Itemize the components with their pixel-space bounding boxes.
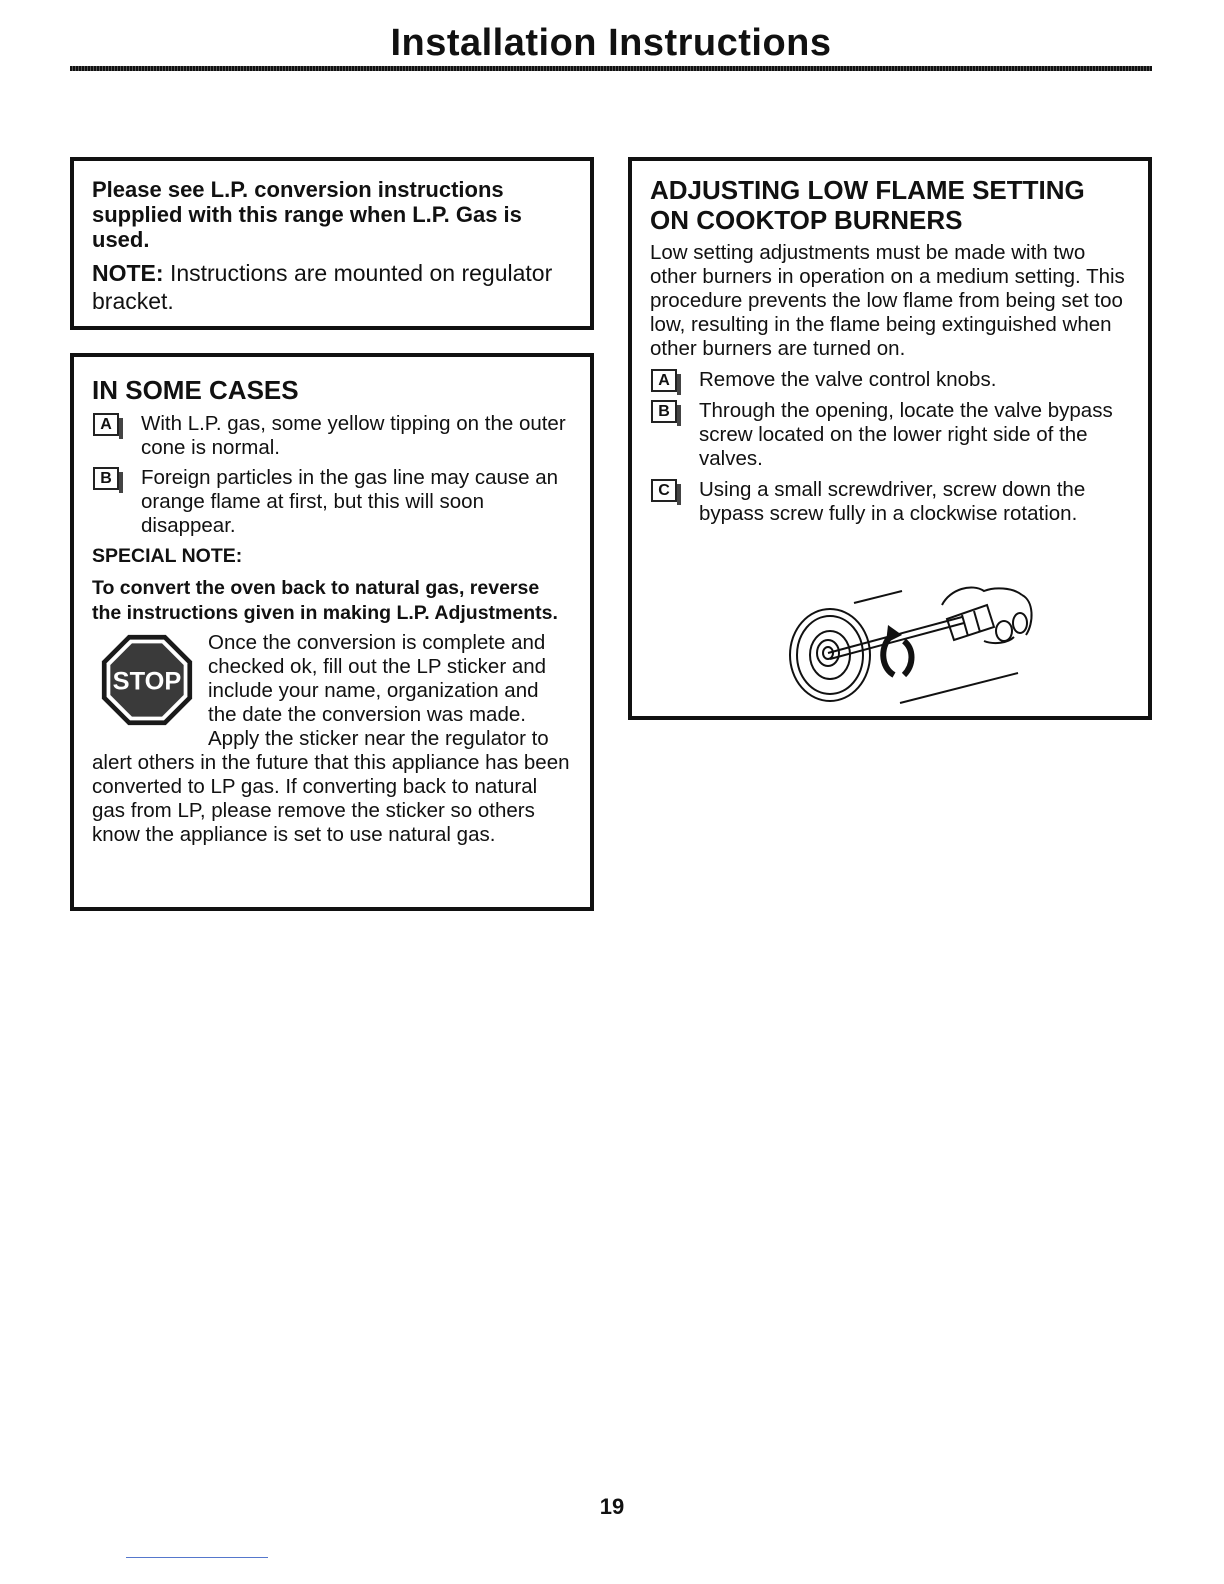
flame-step-c — [650, 478, 1130, 526]
lp-note — [92, 259, 572, 315]
stop-sign-text: STOP — [112, 667, 182, 696]
page-number: 19 — [599, 1494, 625, 1519]
in-some-cases-title: IN SOME CASES — [92, 375, 299, 405]
in-some-cases-box — [70, 353, 594, 911]
page-title: Installation Instructions — [390, 22, 832, 64]
step-marker-c: C — [651, 479, 677, 502]
low-flame-intro: Low setting adjustments must be made with two other burners in operation on a medium setting. This procedure prevents the low flame from being set too low, resulting in the flame being extinguished when other burners are turned on. — [650, 241, 1125, 360]
screwdriver-valve-illustration-icon — [772, 583, 1042, 708]
special-note-label: SPECIAL NOTE: — [92, 545, 243, 567]
flame-step-c-text: Using a small screwdriver, screw down the bypass screw fully in a clockwise rotation. — [699, 478, 1086, 525]
flame-step-b — [650, 399, 1130, 471]
step-marker-b: B — [93, 467, 119, 490]
lp-conversion-text: Please see L.P. conversion instructions supplied with this range when L.P. Gas is used. — [92, 177, 522, 252]
flame-step-a — [650, 368, 1130, 392]
low-flame-title: ADJUSTING LOW FLAME SETTING ON COOKTOP BURNERS — [650, 175, 1085, 235]
step-marker-a: A — [93, 413, 119, 436]
footer-link-line — [126, 1557, 268, 1558]
lp-note-text: Instructions are mounted on regulator bracket. — [92, 260, 553, 314]
flame-step-a-text: Remove the valve control knobs. — [699, 368, 997, 391]
stop-block — [92, 631, 572, 847]
stop-paragraph: Once the conversion is complete and checked ok, fill out the LP sticker and include your name, organization and the date the conversion was made. Apply the sticker near the regulator to alert others in the future that this appliance has been converted to LP gas. If converting back to natural gas from LP, please remove the sticker so others know the appliance is set to use natural gas. — [92, 631, 570, 846]
lp-conversion-box — [70, 157, 594, 330]
cases-step-a-text: With L.P. gas, some yellow tipping on the outer cone is normal. — [141, 412, 566, 459]
cases-step-b — [92, 466, 572, 538]
flame-step-b-text: Through the opening, locate the valve bypass screw located on the lower right side of the valves. — [699, 399, 1113, 470]
header-rule — [70, 66, 1152, 71]
step-marker-b: B — [651, 400, 677, 423]
stop-sign-icon — [100, 633, 194, 727]
cases-step-a — [92, 412, 572, 460]
special-note-text: To convert the oven back to natural gas, reverse the instructions given in making L.P. Adjustments. — [92, 577, 558, 624]
step-marker-a: A — [651, 369, 677, 392]
cases-step-b-text: Foreign particles in the gas line may cause an orange flame at first, but this will soon disappear. — [141, 466, 559, 537]
low-flame-box — [628, 157, 1152, 720]
lp-note-label: NOTE: — [92, 260, 164, 286]
